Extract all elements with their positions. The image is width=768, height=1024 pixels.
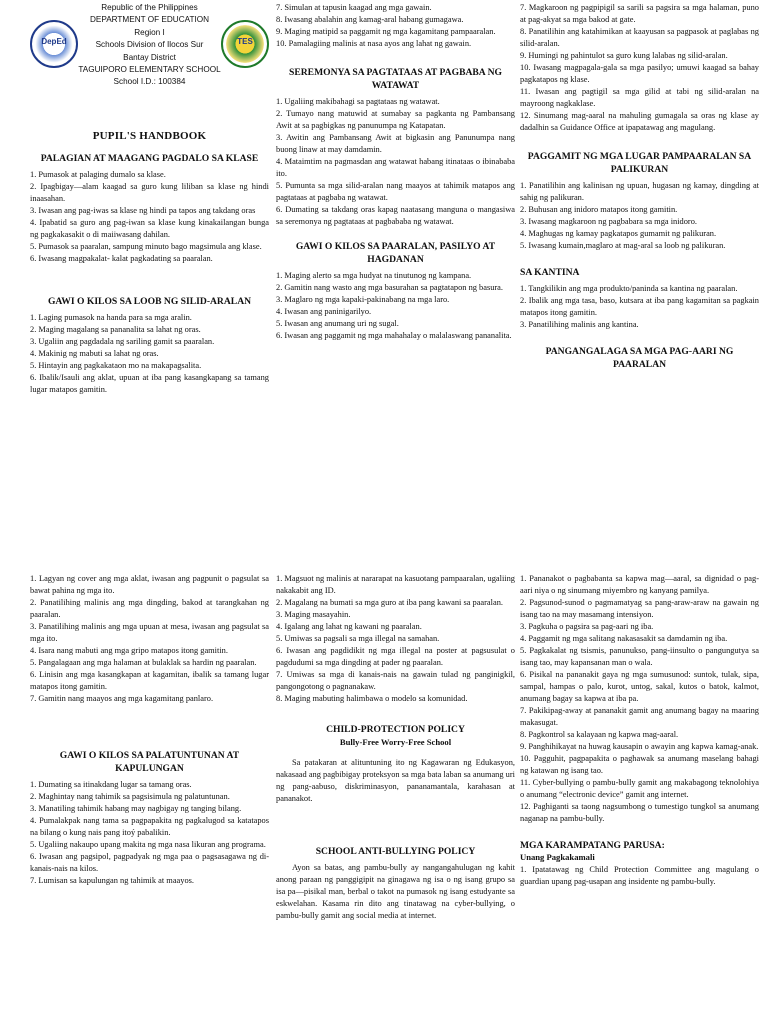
section-title: MGA KARAMPATANG PARUSA:	[520, 840, 665, 851]
section-anti-bullying	[276, 845, 515, 922]
rule-item: 8. Maging mabuting halimbawa o modelo sa komunidad.	[276, 694, 468, 703]
rule-item: 2. Panatilihing malinis ang mga dingding, bakod at tarangkahan ng paaralan.	[30, 598, 269, 619]
rule-list	[520, 864, 759, 888]
rule-item: 3. Iwasang magkaroon ng pagbabara sa mga inidoro.	[520, 217, 697, 226]
bottom-column-1	[30, 573, 269, 901]
rule-item: 4. Isara nang mabuti ang mga gripo matapos itong gamitin.	[30, 646, 228, 655]
section-title: GAWI O KILOS SA PAARALAN, PASILYO AT HAGDANAN	[295, 241, 496, 265]
rule-item: 3. Pagkuha o pagsira sa pag-aari ng iba.	[520, 622, 654, 631]
handbook-title: PUPIL'S HANDBOOK	[92, 130, 207, 142]
header-line-republic: Republic of the Philippines	[101, 3, 198, 12]
section-attendance	[30, 152, 269, 265]
bottom-column-3	[520, 573, 759, 902]
rule-item: 5. Iwasang kumain,maglaro at mag-aral sa loob ng palikuran.	[520, 241, 726, 250]
section-title: SA KANTINA	[520, 267, 580, 278]
rule-item: 4. Maghugas ng kamay pagkatapos gumamit ng palikuran.	[520, 229, 717, 238]
rule-item: 2. Tumayo nang matuwid at sumabay sa pagkanta ng Pambansang Awit at sa pagbigkas ng panunumpa ng Katapatan.	[276, 109, 515, 130]
rule-item: 5. Umiwas sa pagsali sa mga illegal na samahan.	[276, 634, 440, 643]
section-subtitle: Unang Pagkakamali	[520, 852, 595, 862]
rule-item: 12. Sinumang mag-aaral na mahuling gumagala sa oras ng klase ay dadalhin sa Guidance Office at ipapatawag ang magulang.	[520, 111, 759, 132]
rule-item: 12. Paghiganti sa taong nagsumbong o tumestigo tungkol sa anumang naganap na pambu-bully.	[520, 802, 759, 823]
rule-item: 3. Maging masayahin.	[276, 610, 351, 619]
rule-list	[276, 96, 515, 228]
rule-item: 5. Pumasok sa paaralan, sampung minuto bago magsimula ang klase.	[30, 242, 262, 251]
rule-item: 6. Iwasang magpakalat- kalat pagkadating sa paaralan.	[30, 254, 213, 263]
rule-item: 11. Iwasan ang pagtigil sa mga gilid at tabi ng silid-aralan na mayroong nagkaklase.	[520, 87, 759, 108]
rule-item: 1. Maging alerto sa mga hudyat na tinutunog ng kampana.	[276, 271, 472, 280]
header-line-school: TAGUIPORO ELEMENTARY SCHOOL	[78, 65, 221, 75]
rule-item: 2. Magalang na bumati sa mga guro at iba pang kawani sa paaralan.	[276, 598, 503, 607]
rule-item: 4. Ipabatid sa guro ang pag-iwan sa klase kung kinakailangan bunga ng pagkakasakit o di maiiwasang dahilan.	[30, 218, 269, 239]
rule-list	[276, 270, 515, 342]
section-title: CHILD-PROTECTION POLICY	[326, 724, 465, 735]
rule-item: 4. Mataimtim na pagmasdan ang watawat habang itinataas o ibinababa ito.	[276, 157, 515, 178]
rule-item: 7. Pakikipag-away at pananakit gamit ang anumang bagay na maaring makasugat.	[520, 706, 759, 727]
rule-list	[276, 2, 515, 50]
rule-item: 4. Pumalakpak nang tama sa pagpapakita ng pagkalugod sa katatapos na bilang o kung nais pang itoý pabalikin.	[30, 816, 269, 837]
rule-item: 2. Ibalik ang mga tasa, baso, kutsara at iba pang kagamitan sa pagkain matapos itong gamitin.	[520, 296, 759, 317]
section-title: GAWI O KILOS SA PALATUNTUNAN AT KAPULUNGAN	[59, 750, 240, 774]
section-flag-ceremony	[276, 66, 515, 228]
section-classroom-behavior	[30, 295, 269, 396]
bottom-column-2	[276, 573, 515, 936]
rule-item: 1. Panatilihin ang kalinisan ng upuan, hugasan ng kamay, dingding at sahig ng palikuran.	[520, 181, 759, 202]
rule-item: 1. Laging pumasok na handa para sa mga aralin.	[30, 313, 192, 322]
rule-item: 3. Panatilihing malinis ang mga upuan at mesa, iwasan ang pagsulat sa mga ito.	[30, 622, 269, 643]
rule-item: 10. Pagguhit, pagpapakita o paghawak sa anumang maselang bahagi ng katawan ng isang tao.	[520, 754, 759, 775]
rule-item: 5. Pangalagaan ang mga halaman at bulaklak sa hardin ng paaralan.	[30, 658, 257, 667]
section-title: PAGGAMIT NG MGA LUGAR PAMPAARALAN SA PALIKURAN	[527, 151, 752, 175]
rule-list	[30, 573, 269, 705]
top-column-2	[276, 2, 515, 356]
section-classroom-behavior-cont	[276, 2, 515, 50]
rule-item: 9. Panghihikayat na huwag kausapin o awayin ang kapwa kamag-anak.	[520, 742, 759, 751]
rule-item: 6. Dumating sa takdang oras kapag naatasang manguna o mangasiwa sa seremonya ng pagtataas at pagbababa ng watawat.	[276, 205, 515, 226]
section-school-hallway	[276, 240, 515, 342]
rule-item: 3. Ugaliin ang pagdadala ng sariling gamit sa paaralan.	[30, 337, 215, 346]
rule-list	[520, 573, 759, 825]
section-title: SEREMONYA SA PAGTATAAS AT PAGBABA NG WATAWAT	[289, 67, 502, 91]
rule-item: 6. Iwasan ang pagdidikit ng mga illegal na poster at pagsusulat o pagdudumi sa mga dingding at pader ng paaralan.	[276, 646, 515, 667]
rule-item: 5. Ugaliing nakaupo upang makita ng mga nasa likuran ang programa.	[30, 840, 266, 849]
rule-list	[520, 180, 759, 252]
header-line-district: Bantay District	[123, 52, 176, 62]
rule-item: 6. Pisikal na pananakit gaya ng mga sumusunod: suntok, tulak, sipa, sampal, hampas o palo, kurot, untog, sakal, kutos o batok, kalmot, anumang bagay sa kapwa at iba pa.	[520, 670, 759, 703]
section-title: GAWI O KILOS SA LOOB NG SILID-ARALAN	[47, 296, 252, 307]
rule-item: 10. Pamalagiing malinis at nasa ayos ang lahat ng gawain.	[276, 39, 472, 48]
rule-item: 4. Paggamit ng mga salitang nakasasakit sa damdamin ng iba.	[520, 634, 728, 643]
section-title: PALAGIAN AT MAAGANG PAGDALO SA KLASE	[40, 153, 259, 164]
section-school-property	[520, 345, 759, 371]
policy-paragraph: Sa patakaran at alituntuning ito ng Kagawaran ng Edukasyon, nakasaad ang pagbibigay proteksyon sa mga bata laban sa anumang uri ng pang-aabuso, diskriminasyon, pananamantala, karahasan at pananakot.	[276, 758, 515, 803]
school-seal-icon: TES	[221, 20, 269, 68]
rule-item: 4. Igalang ang lahat ng kawani ng paaralan.	[276, 622, 422, 631]
section-school-property-cont	[30, 573, 269, 705]
rule-list	[520, 2, 759, 134]
header-line-division: Schools Division of Ilocos Sur	[95, 40, 204, 50]
rule-item: 5. Iwasan ang anumang uri ng sugal.	[276, 319, 399, 328]
rule-item: 2. Buhusan ang inidoro matapos itong gamitin.	[520, 205, 678, 214]
rule-item: 1. Pananakot o pagbabanta sa kapwa mag—aaral, sa dignidad o pag-aari niya o ng sinumang miyembro ng kanyang pamilya.	[520, 574, 759, 595]
rule-list	[30, 779, 269, 887]
rule-item: 1. Magsuot ng malinis at nararapat na kasuotang pampaaralan, ugaliing nakakabit ang ID.	[276, 574, 515, 595]
rule-item: 1. Lagyan ng cover ang mga aklat, iwasan ang pagpunit o pagsulat sa bawat pahina ng mga ito.	[30, 574, 269, 595]
section-title: SCHOOL ANTI-BULLYING POLICY	[315, 846, 476, 857]
rule-list	[276, 573, 515, 705]
rule-item: 6. Iwasan ang pagsipol, pagpadyak ng mga paa o pagsasagawa ng di-kanais-nais na kilos.	[30, 852, 269, 873]
rule-item: 7. Gamitin nang maayos ang mga kagamitang panlaro.	[30, 694, 214, 703]
rule-item: 1. Dumating sa itinakdang lugar sa tamang oras.	[30, 780, 192, 789]
rule-item: 3. Manatiling tahimik habang may nagbigay ng tanging bilang.	[30, 804, 242, 813]
rule-item: 7. Lumisan sa kapulungan ng tahimik at maayos.	[30, 876, 194, 885]
rule-item: 1. Ugaliing makibahagi sa pagtataas ng watawat.	[276, 97, 440, 106]
header-line-region: Region I	[134, 27, 165, 37]
rule-item: 5. Hintayin ang pagkakataon mo na makapagsalita.	[30, 361, 202, 370]
rule-list	[30, 312, 269, 396]
rule-item: 8. Iwasang abalahin ang kamag-aral habang gumagawa.	[276, 15, 464, 24]
policy-paragraph: Ayon sa batas, ang pambu-bully ay nangangahulugan ng kahit anong paraan ng panggigipit na ginagawa ng isa o ng isang grupo sa isa pa—pisikal man, berbal o takot na pumasok ng isang estudyante sa eskwelahan. Kasama rin dito ang tinatawag na cyber-bullying, o pambu-bully gamit ang social media at internet.	[276, 863, 515, 920]
rule-item: 4. Iwasan ang paninigarilyo.	[276, 307, 372, 316]
rule-item: 11. Cyber-bullying o pambu-bully gamit ang makabagong teknolohiya o anumang “electronic device” gamit ang internet.	[520, 778, 759, 799]
top-column-3	[520, 2, 759, 385]
rule-list	[520, 283, 759, 331]
section-bullying-acts	[520, 573, 759, 825]
top-column-1	[30, 2, 269, 410]
header-line-deped: DEPARTMENT OF EDUCATION	[89, 15, 210, 25]
rule-item: 1. Tangkilikin ang mga produkto/paninda sa kantina ng paaralan.	[520, 284, 738, 293]
section-school-hallway-cont	[520, 2, 759, 134]
section-child-protection	[276, 723, 515, 805]
section-conduct-cont	[276, 573, 515, 705]
rule-item: 8. Panatilihin ang katahimikan at kaayusan sa pagpasok at paglabas ng silid-aralan.	[520, 27, 759, 48]
rule-item: 7. Umiwas sa mga di kanais-nais na gawain tulad ng panginigkil, pangongotong o pagnanakaw.	[276, 670, 515, 691]
rule-item: 2. Maghintay nang tahimik sa pagsisimula ng palatuntunan.	[30, 792, 230, 801]
school-info	[78, 2, 221, 89]
rule-item: 1. Pumasok at palaging dumalo sa klase.	[30, 170, 166, 179]
rule-item: 7. Magkaroon ng pagpipigil sa sarili sa pagsira sa mga halaman, puno at pag-akyat sa mga bakod at gate.	[520, 3, 759, 24]
rule-item: 4. Makinig ng mabuti sa lahat ng oras.	[30, 349, 159, 358]
rule-item: 2. Pagsunod-sunod o pagmamatyag sa pang-araw-araw na gawain ng isang tao na may masamang intensiyon.	[520, 598, 759, 619]
rule-item: 9. Maging matipid sa paggamit ng mga kagamitang pampaaralan.	[276, 27, 496, 36]
rule-item: 6. Ibalik/Isauli ang aklat, upuan at iba pang kasangkapang sa tamang lugar matapos gamitin.	[30, 373, 269, 394]
header-line-school-id: School I.D.: 100384	[113, 77, 186, 87]
rule-item: 6. Iwasan ang paggamit ng mga mahahalay o malalaswang pananalita.	[276, 331, 512, 340]
section-restroom	[520, 150, 759, 252]
rule-item: 2. Maging magalang sa pananalita sa lahat ng oras.	[30, 325, 201, 334]
rule-item: 6. Linisin ang mga kasangkapan at kagamitan, ibalik sa tamang lugar matapos itong gamitin.	[30, 670, 269, 691]
rule-item: 9. Humingi ng pahintulot sa guro kung lalabas ng silid-aralan.	[520, 51, 728, 60]
rule-item: 1. Ipatatawag ng Child Protection Committee ang magulang o guardian upang pag-usapan ang insidente ng pambu-bully.	[520, 865, 759, 886]
section-sanctions	[520, 839, 759, 888]
rule-item: 8. Pagkontrol sa kalayaan ng kapwa mag-aaral.	[520, 730, 679, 739]
rule-item: 7. Simulan at tapusin kaagad ang mga gawain.	[276, 3, 432, 12]
rule-item: 10. Iwasang magpagala-gala sa mga pasilyo; umuwi kaagad sa bahay pagkatapos ng klase.	[520, 63, 759, 84]
section-assembly	[30, 749, 269, 887]
deped-seal-icon: DepEd	[30, 20, 78, 68]
rule-item: 3. Awitin ang Pambansang Awit at bigkasin ang Panunumpa nang buong linaw at may damdamin.	[276, 133, 515, 154]
rule-item: 5. Pumunta sa mga silid-aralan nang maayos at tahimik matapos ang pagtataas at pagbaba ng watawat.	[276, 181, 515, 202]
school-header	[30, 2, 269, 124]
rule-item: 3. Panatilihing malinis ang kantina.	[520, 320, 639, 329]
rule-item: 5. Pagkakalat ng tsismis, panunukso, pang-iinsulto o pangungutya sa isang tao, may kapansanan man o wala.	[520, 646, 759, 667]
section-canteen	[520, 266, 759, 331]
rule-item: 3. Maglaro ng mga kapaki-pakinabang na mga laro.	[276, 295, 450, 304]
rule-item: 3. Iwasan ang pag-iwas sa klase ng hindi pa tapos ang takdang oras	[30, 206, 256, 215]
rule-item: 2. Ipagbigay—alam kaagad sa guro kung liliban sa klase ng hindi inaasahan.	[30, 182, 269, 203]
rule-item: 2. Gamitin nang wasto ang mga basurahan sa pagtatapon ng basura.	[276, 283, 503, 292]
section-subtitle: Bully-Free Worry-Free School	[339, 737, 452, 747]
rule-list	[30, 169, 269, 265]
section-title: PANGANGALAGA SA MGA PAG-AARI NG PAARALAN	[545, 346, 734, 370]
